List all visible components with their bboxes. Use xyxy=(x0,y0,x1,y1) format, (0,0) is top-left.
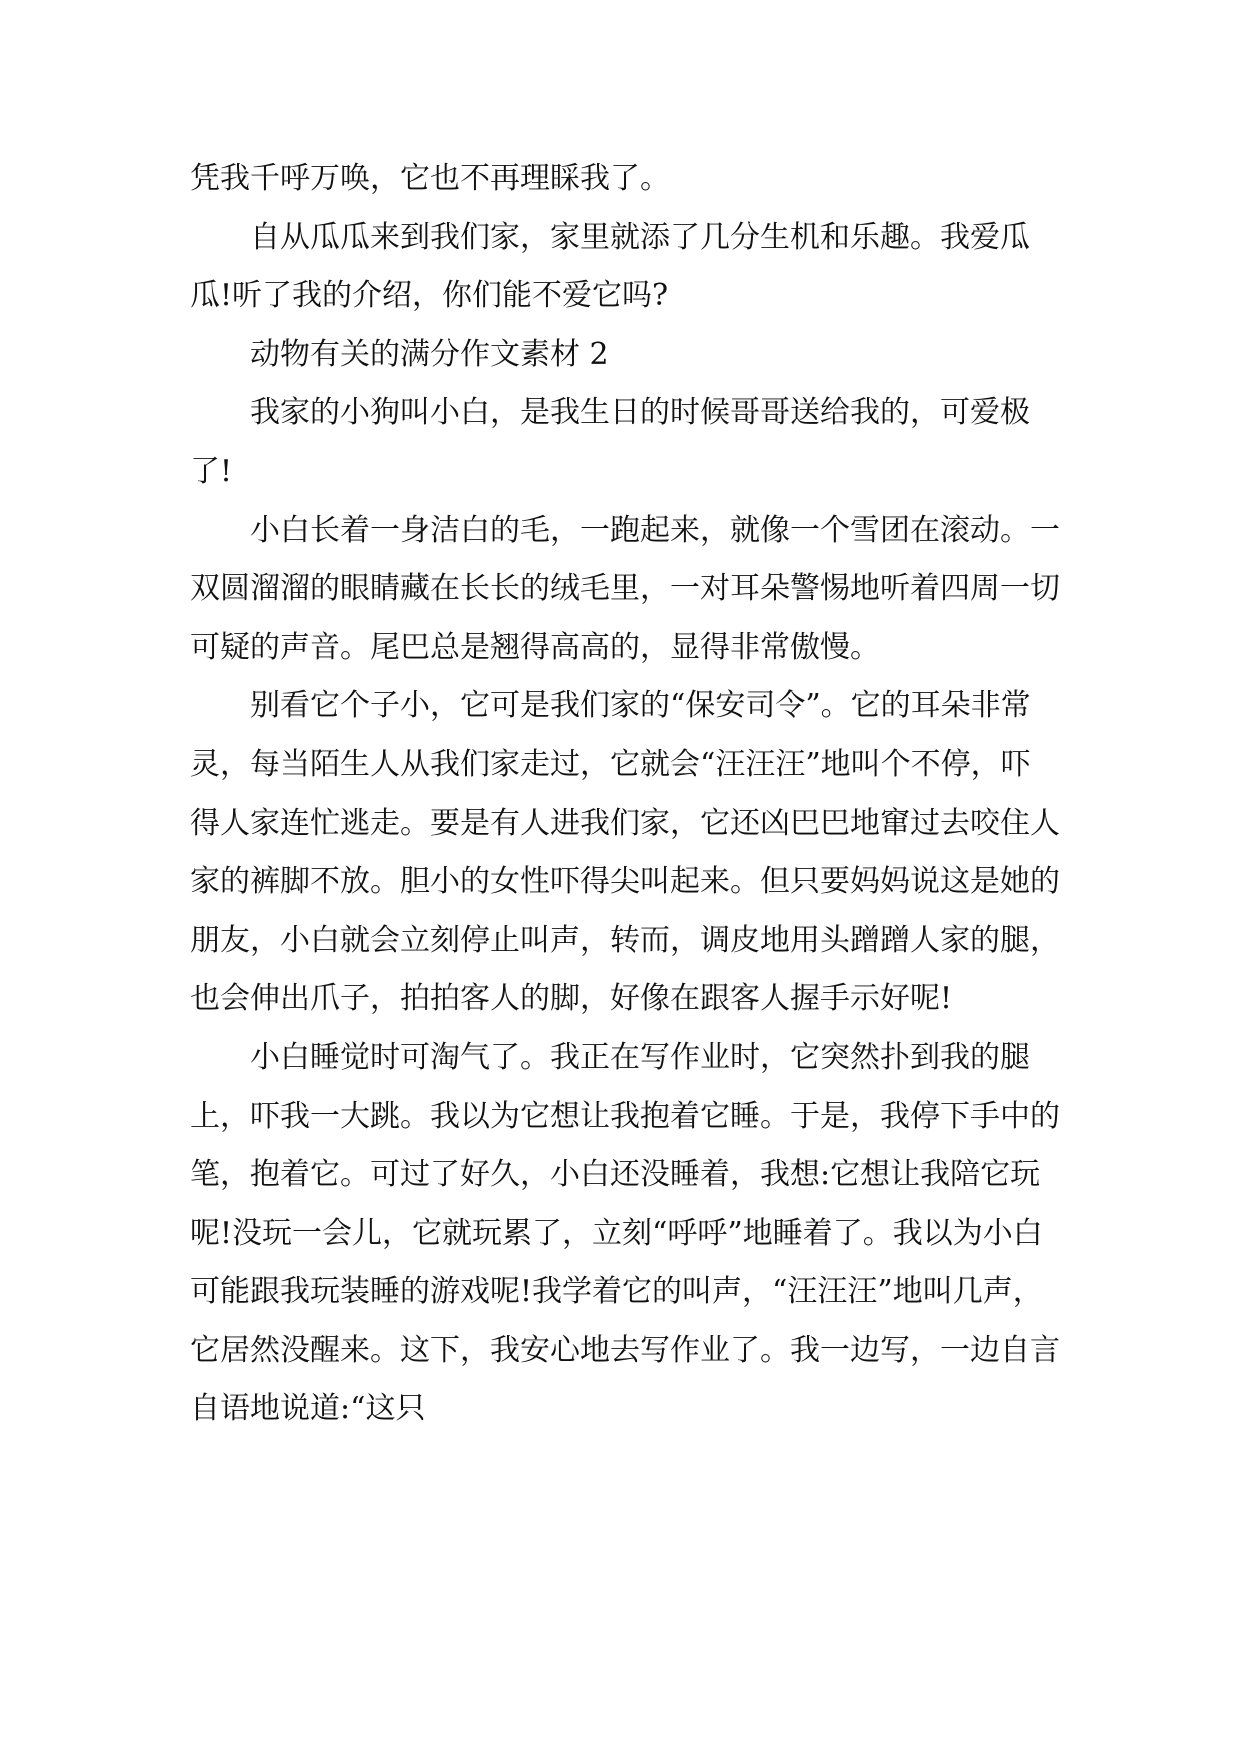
document-body xyxy=(190,150,1060,1439)
paragraph-love-guagua: 自从瓜瓜来到我们家，家里就添了几分生机和乐趣。我爱瓜瓜!听了我的介绍，你们能不爱它吗? xyxy=(190,219,1030,314)
section-heading: 动物有关的满分作文素材 2 xyxy=(250,336,609,372)
paragraph-continuation: 凭我千呼万唤，它也不再理睬我了。 xyxy=(190,161,670,196)
paragraph-xiaobai-intro: 我家的小狗叫小白，是我生日的时候哥哥送给我的，可爱极了! xyxy=(190,395,1030,489)
paragraph-xiaobai-sleep: 小白睡觉时可淘气了。我正在写作业时，它突然扑到我的腿上，吓我一大跳。我以为它想让我抱着它睡。于是，我停下手中的笔，抱着它。可过了好久，小白还没睡着，我想:它想让我陪它玩呢!没玩一会儿，它就玩累了，立刻“呼呼”地睡着了。我以为小白可能跟我玩装睡的游戏呢!我学着它的叫声，“汪汪汪”地叫几声，它居然没醒来。这下，我安心地去写作业了。我一边写，一边自言自语地说道:“这只 xyxy=(190,1039,1060,1427)
paragraph-security-commander: 别看它个子小，它可是我们家的“保安司令”。它的耳朵非常灵，每当陌生人从我们家走过，它就会“汪汪汪”地叫个不停，吓得人家连忙逃走。要是有人进我们家，它还凶巴巴地窜过去咬住人家的裤脚不放。胆小的女性吓得尖叫起来。但只要妈妈说这是她的朋友，小白就会立刻停止叫声，转而，调皮地用头蹭蹭人家的腿，也会伸出爪子，拍拍客人的脚，好像在跟客人握手示好呢! xyxy=(190,688,1060,1017)
paragraph-xiaobai-appearance: 小白长着一身洁白的毛，一跑起来，就像一个雪团在滚动。一双圆溜溜的眼睛藏在长长的绒毛里，一对耳朵警惕地听着四周一切可疑的声音。尾巴总是翘得高高的，显得非常傲慢。 xyxy=(190,512,1060,665)
